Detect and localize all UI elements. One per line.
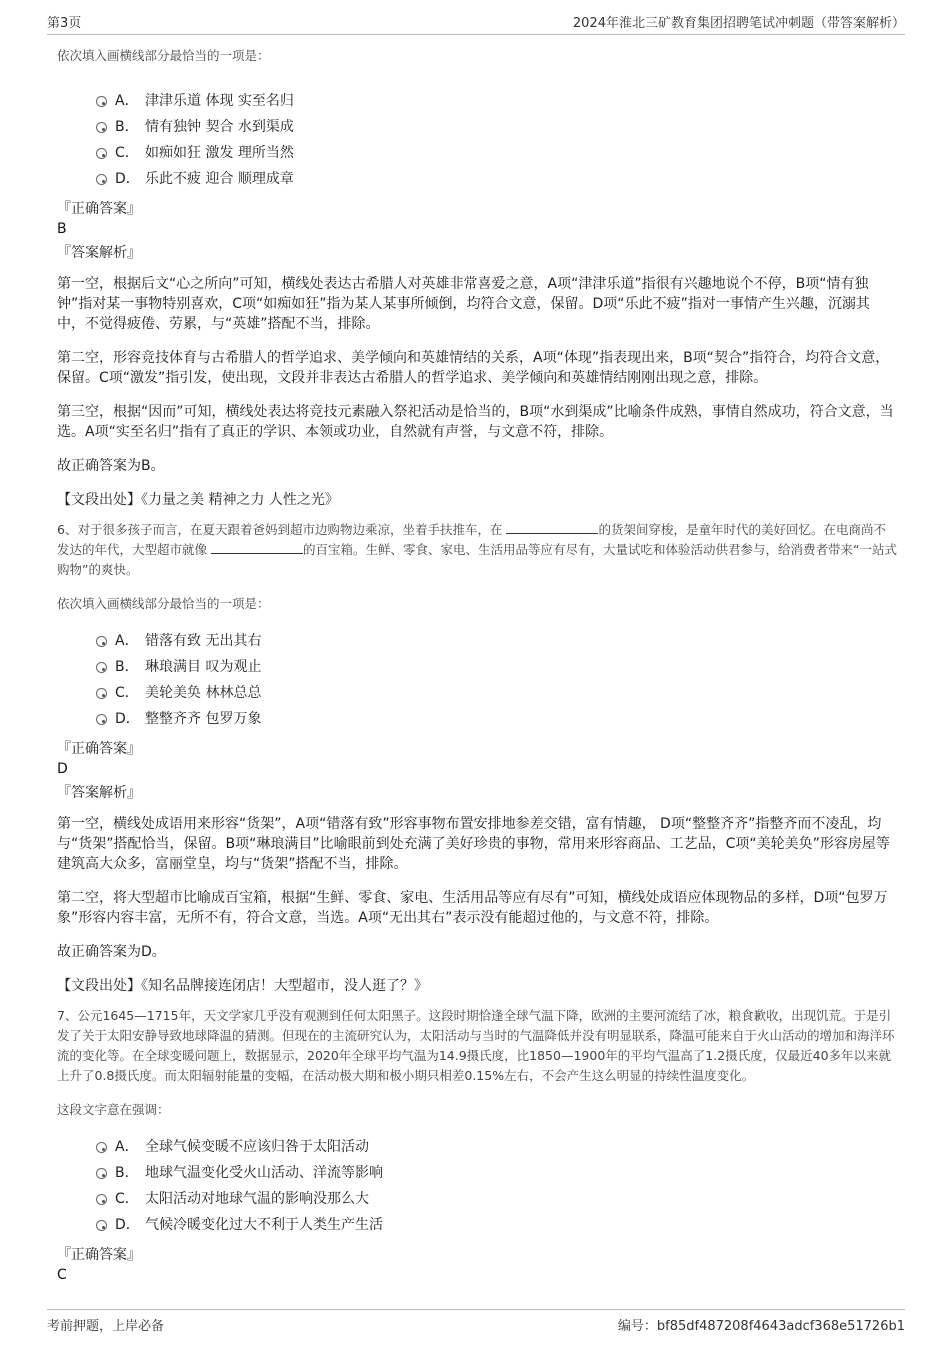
blank-underline (211, 541, 303, 554)
question-prompt: 依次填入画横线部分最恰当的一项是： (57, 48, 270, 63)
radio-icon[interactable] (96, 688, 107, 699)
option-list (57, 1134, 897, 1238)
option-b[interactable]: B． 地球气温变化受火山活动、洋流等影响 (57, 1160, 897, 1186)
option-a[interactable]: A． 错落有致 无出其右 (57, 628, 897, 654)
radio-icon[interactable] (96, 1142, 107, 1153)
question-block-6 (57, 520, 897, 996)
source-citation: 【文段出处】《力量之美 精神之力 人性之光》 (57, 492, 339, 508)
analysis-paragraph: 第二空，形容竞技体育与古希腊人的哲学追求、美学倾向和英雄情结的关系，A项“体现”指表现出来，B项“契合”指符合，均符合文意，保留。C项“激发”指引发，使出现，文段并非表达古希腊人的哲学追求、美学倾向和英雄情结刚刚出现之意，排除。 (57, 350, 890, 386)
source-citation: 【文段出处】《知名品牌接连闭店！大型超市，没人逛了？》 (57, 978, 428, 994)
radio-icon[interactable] (96, 96, 107, 107)
radio-icon[interactable] (96, 174, 107, 185)
option-c[interactable]: C． 如痴如狂 激发 理所当然 (57, 140, 897, 166)
correct-answer-label: 『正确答案』 (57, 741, 141, 757)
radio-icon[interactable] (96, 1168, 107, 1179)
option-c[interactable]: C． 太阳活动对地球气温的影响没那么大 (57, 1186, 897, 1212)
question-prompt: 依次填入画横线部分最恰当的一项是： (57, 596, 270, 611)
blank-underline (506, 521, 598, 534)
option-a[interactable]: A． 全球气候变暖不应该归咎于太阳活动 (57, 1134, 897, 1160)
main-content (57, 40, 897, 1284)
question-text: 6、对于很多孩子而言，在夏天跟着爸妈到超市边购物边乘凉，坐着手扶推车，在 的货架间穿梭，是童年时代的美好回忆。在电商尚不发达的年代，大型超市就像 的百宝箱。生鲜、零食、家电、生活用品等应有尽有，大量试吃和体验活动供君参与，给消费者带来“一站式购物”的爽快。 (57, 522, 897, 577)
analysis-label: 『答案解析』 (57, 785, 141, 801)
option-d[interactable]: D． 乐此不疲 迎合 顺理成章 (57, 166, 897, 192)
page-header (47, 12, 905, 35)
option-d[interactable]: D． 气候冷暖变化过大不利于人类生产生活 (57, 1212, 897, 1238)
radio-icon[interactable] (96, 148, 107, 159)
analysis-paragraph: 第一空，横线处成语用来形容“货架”，A项“错落有致”形容事物布置安排地参差交错，富有情趣， D项“整整齐齐”指整齐而不凌乱，均与“货架”搭配恰当，保留。B项“琳琅满目”比喻眼前到处充满了美好珍贵的事物，常用来形容商品、工艺品，C项“美轮美奂”形容房屋等建筑高大众多，富丽堂皇，均与“货架”搭配不当，排除。 (57, 816, 890, 872)
option-list (57, 88, 897, 192)
question-prompt: 这段文字意在强调： (57, 1102, 170, 1117)
radio-icon[interactable] (96, 662, 107, 673)
question-block-7 (57, 1006, 897, 1284)
page-number: 第3页 (47, 16, 82, 31)
radio-icon[interactable] (96, 1220, 107, 1231)
radio-icon[interactable] (96, 1194, 107, 1205)
radio-icon[interactable] (96, 714, 107, 725)
question-text: 7、公元1645—1715年，天文学家几乎没有观测到任何太阳黑子。这段时期恰逢全球气温下降，欧洲的主要河流结了冰，粮食歉收，出现饥荒。于是引发了关于太阳安静导致地球降温的猜测。但现在的主流研究认为，太阳活动与当时的气温降低并没有明显联系，降温可能来自于火山活动的增加和海洋环流的变化等。在全球变暖问题上，数据显示，2020年全球平均气温为14.9摄氏度，比1850—1900年的平均气温高了1.2摄氏度，仅最近40多年以来就上升了0.8摄氏度。而太阳辐射能量的变幅，在活动极大期和极小期只相差0.15%左右，不会产生这么明显的持续性温度变化。 (57, 1008, 895, 1083)
document-id: 编号：bf85df487208f4643adcf368e51726b1 (617, 1319, 905, 1334)
analysis-paragraph: 第三空，根据“因而”可知，横线处表达将竞技元素融入祭祀活动是恰当的，B项“水到渠成”比喻条件成熟，事情自然成功，符合文意，当选。A项“实至名归”指有了真正的学识、本领或功业，自然就有声誉，与文意不符，排除。 (57, 404, 894, 440)
question-block-5 (57, 46, 897, 510)
correct-answer-label: 『正确答案』 (57, 1247, 141, 1263)
option-list (57, 628, 897, 732)
final-answer-statement: 故正确答案为B。 (57, 458, 165, 474)
option-d[interactable]: D． 整整齐齐 包罗万象 (57, 706, 897, 732)
option-a[interactable]: A． 津津乐道 体现 实至名归 (57, 88, 897, 114)
radio-icon[interactable] (96, 122, 107, 133)
page-footer (47, 1309, 905, 1336)
analysis-paragraph: 第一空，根据后文“心之所向”可知，横线处表达古希腊人对英雄非常喜爱之意，A项“津津乐道”指很有兴趣地说个不停，B项“情有独钟”指对某一事物特别喜欢，C项“如痴如狂”指为某人某事所倾倒，均符合文意，保留。D项“乐此不疲”指对一事情产生兴趣，沉溺其中，不觉得疲倦、劳累，与“英雄”搭配不当，排除。 (57, 276, 870, 332)
correct-answer-label: 『正确答案』 (57, 201, 141, 217)
correct-answer-value: D (57, 761, 68, 777)
correct-answer-value: C (57, 1267, 67, 1283)
document-title: 2024年淮北三矿教育集团招聘笔试冲刺题（带答案解析） (572, 16, 905, 31)
footer-slogan: 考前押题，上岸必备 (47, 1319, 165, 1334)
analysis-paragraph: 第二空，将大型超市比喻成百宝箱，根据“生鲜、零食、家电、生活用品等应有尽有”可知，横线处成语应体现物品的多样，D项“包罗万象”形容内容丰富，无所不有，符合文意，当选。A项“无出其右”表示没有能超过他的，与文意不符，排除。 (57, 890, 888, 926)
option-c[interactable]: C． 美轮美奂 林林总总 (57, 680, 897, 706)
analysis-label: 『答案解析』 (57, 245, 141, 261)
option-b[interactable]: B． 情有独钟 契合 水到渠成 (57, 114, 897, 140)
correct-answer-value: B (57, 221, 67, 237)
radio-icon[interactable] (96, 636, 107, 647)
option-b[interactable]: B． 琳琅满目 叹为观止 (57, 654, 897, 680)
final-answer-statement: 故正确答案为D。 (57, 944, 166, 960)
